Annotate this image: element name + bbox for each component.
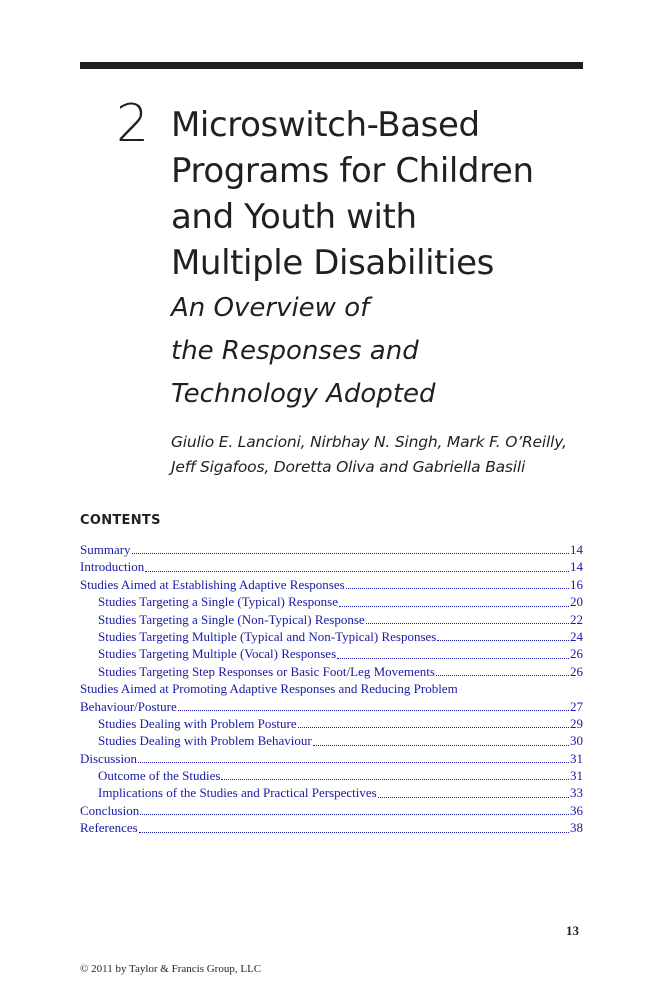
contents-heading: CONTENTS — [80, 513, 161, 528]
toc-entry-page[interactable]: 16 — [570, 576, 583, 592]
copyright-notice: © 2011 by Taylor & Francis Group, LLC — [80, 963, 262, 975]
toc-leader-dots — [337, 657, 569, 659]
toc-entry[interactable] — [80, 628, 583, 645]
toc-entry-label[interactable]: References — [80, 820, 138, 836]
chapter-title — [171, 102, 591, 286]
toc-entry[interactable] — [80, 715, 583, 732]
toc-leader-dots — [346, 587, 569, 589]
chapter-authors — [171, 430, 601, 480]
toc-entry-label[interactable]: Studies Targeting a Single (Non-Typical) Response — [98, 611, 365, 627]
toc-entry-page[interactable]: 20 — [570, 594, 583, 610]
toc-entry-label[interactable]: Studies Dealing with Problem Behaviour — [98, 733, 312, 749]
toc-entry[interactable] — [80, 698, 583, 715]
toc-entry-page[interactable]: 26 — [570, 663, 583, 679]
toc-entry-page[interactable]: 33 — [570, 785, 583, 801]
toc-entry[interactable] — [80, 750, 583, 767]
toc-leader-dots — [139, 831, 569, 833]
toc-leader-dots — [298, 726, 569, 728]
toc-entry-page[interactable]: 24 — [570, 628, 583, 644]
toc-entry[interactable] — [80, 767, 583, 784]
toc-entry-label[interactable]: Summary — [80, 542, 131, 557]
toc-entry-page[interactable]: 26 — [570, 646, 583, 662]
toc-entry-label[interactable]: Studies Targeting a Single (Typical) Response — [98, 594, 338, 610]
author-line: Jeff Sigafoos, Doretta Oliva and Gabriella Basili — [171, 458, 526, 476]
toc-leader-dots — [339, 605, 569, 607]
toc-entry-label[interactable]: Studies Dealing with Problem Posture — [98, 715, 297, 731]
toc-leader-dots — [436, 674, 569, 676]
author-line: Giulio E. Lancioni, Nirbhay N. Singh, Mark F. O’Reilly, — [171, 433, 567, 451]
toc-entry-label[interactable]: Conclusion — [80, 802, 140, 818]
toc-entry[interactable] — [80, 593, 583, 610]
toc-entry-label[interactable]: Studies Targeting Multiple (Vocal) Responses — [98, 646, 337, 662]
toc-entry-page[interactable]: 30 — [570, 733, 583, 749]
toc-entry[interactable] — [80, 645, 583, 662]
page-number: 13 — [566, 923, 579, 938]
toc-leader-dots — [221, 778, 569, 780]
table-of-contents — [80, 541, 583, 837]
toc-entry-page[interactable]: 14 — [570, 542, 583, 557]
chapter-subtitle — [171, 287, 591, 416]
chapter-number: 2 — [116, 94, 150, 154]
chapter-title-line: Multiple Disabilities — [171, 243, 494, 283]
toc-entry-label[interactable]: Studies Aimed at Establishing Adaptive Responses — [80, 576, 345, 592]
toc-entry-label[interactable]: Behaviour/Posture — [80, 698, 177, 714]
chapter-subtitle-line: Technology Adopted — [171, 379, 436, 409]
toc-leader-dots — [178, 709, 569, 711]
top-rule — [80, 62, 583, 69]
toc-entry[interactable] — [80, 611, 583, 628]
toc-leader-dots — [132, 552, 569, 554]
chapter-subtitle-line: the Responses and — [171, 336, 419, 366]
toc-entry[interactable] — [80, 541, 583, 558]
toc-entry-page[interactable]: 22 — [570, 611, 583, 627]
toc-leader-dots — [313, 744, 569, 746]
toc-entry-label[interactable]: Studies Targeting Multiple (Typical and Non-Typical) Responses — [98, 628, 437, 644]
toc-leader-dots — [140, 813, 569, 815]
toc-entry-label[interactable]: Discussion — [80, 750, 138, 766]
chapter-subtitle-line: An Overview of — [171, 293, 370, 323]
toc-entry[interactable] — [80, 663, 583, 680]
toc-entry-page[interactable]: 29 — [570, 715, 583, 731]
toc-leader-dots — [366, 622, 569, 624]
toc-entry-label[interactable]: Studies Targeting Step Responses or Basic Foot/Leg Movements — [98, 663, 435, 679]
toc-entry[interactable] — [80, 680, 583, 697]
toc-entry-page[interactable]: 36 — [570, 802, 583, 818]
toc-entry[interactable] — [80, 819, 583, 836]
toc-entry-page[interactable]: 27 — [570, 698, 583, 714]
toc-leader-dots — [145, 570, 569, 572]
toc-entry[interactable] — [80, 732, 583, 749]
toc-entry[interactable] — [80, 802, 583, 819]
chapter-title-line: Programs for Children — [171, 151, 534, 191]
toc-leader-dots — [437, 639, 569, 641]
toc-entry-page[interactable]: 38 — [570, 820, 583, 836]
toc-entry[interactable] — [80, 558, 583, 575]
toc-entry[interactable] — [80, 784, 583, 801]
toc-entry-label[interactable]: Studies Aimed at Promoting Adaptive Responses and Reducing Problem — [80, 681, 458, 697]
toc-entry-label[interactable]: Outcome of the Studies — [98, 768, 221, 784]
chapter-title-line: and Youth with — [171, 197, 417, 237]
toc-entry-page[interactable]: 31 — [570, 768, 583, 784]
toc-entry-page[interactable]: 31 — [570, 750, 583, 766]
toc-entry-label[interactable]: Implications of the Studies and Practical Perspectives — [98, 785, 377, 801]
toc-leader-dots — [138, 761, 569, 763]
toc-entry-page[interactable]: 14 — [570, 559, 583, 575]
toc-entry-label[interactable]: Introduction — [80, 559, 145, 575]
chapter-title-line: Microswitch-Based — [171, 105, 480, 145]
toc-leader-dots — [378, 796, 569, 798]
toc-entry[interactable] — [80, 576, 583, 593]
